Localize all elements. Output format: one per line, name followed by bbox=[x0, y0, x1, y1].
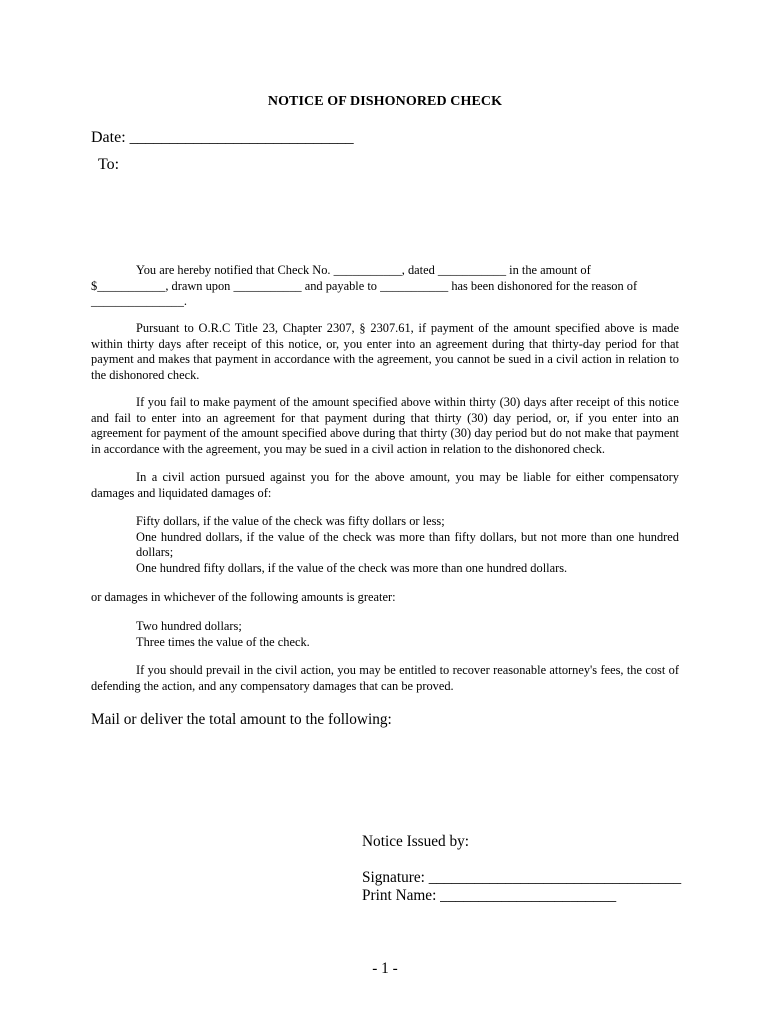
check-notification-paragraph bbox=[91, 263, 679, 310]
list-item: Fifty dollars, if the value of the check was fifty dollars or less; bbox=[136, 514, 445, 528]
print-name-field-line: Print Name: _______________________ bbox=[362, 887, 617, 904]
pursuant-paragraph: Pursuant to O.R.C Title 23, Chapter 2307, § 2307.61, if payment of the amount specified above is made within thirty days after receipt of this notice, or, you enter into an agreement during that thirty-day period for that payment and makes that payment in accordance with the agreement, you cannot be sued in a civil action in relation to the dishonored check. bbox=[91, 321, 679, 382]
date-field-line: Date: ____________________________ bbox=[91, 129, 354, 146]
liquidated-damages-list bbox=[136, 514, 679, 576]
check-notification-line-1: You are hereby notified that Check No. ___________, dated ___________ in the amount of bbox=[136, 263, 591, 277]
signature-block bbox=[362, 869, 681, 905]
fail-to-pay-paragraph: If you fail to make payment of the amount specified above within thirty (30) days after receipt of this notice and fail to enter into an agreement for that payment during that thirty (30) day period, or, if you enter into an agreement for payment of the amount specified above during that thirty (30) day period but do not make that payment in accordance with the agreement, you may be sued in a civil action in relation to the dishonored check. bbox=[91, 395, 679, 456]
notice-issued-label: Notice Issued by: bbox=[362, 833, 470, 850]
list-item: Two hundred dollars; bbox=[136, 619, 242, 633]
check-notification-line-3: _______________. bbox=[91, 294, 188, 308]
signature-field-line: Signature: _________________________________ bbox=[362, 869, 682, 886]
list-item: One hundred dollars, if the value of the check was more than fifty dollars, but not more than one hundred dollars; bbox=[136, 529, 679, 559]
mail-instruction: Mail or deliver the total amount to the following: bbox=[91, 711, 392, 728]
page-number: - 1 - bbox=[372, 960, 398, 977]
list-item: One hundred fifty dollars, if the value of the check was more than one hundred dollars. bbox=[136, 560, 568, 575]
civil-action-paragraph: In a civil action pursued against you for the above amount, you may be liable for either compensatory damages and liquidated damages of: bbox=[91, 470, 679, 500]
check-notification-line-2: $___________, drawn upon ___________ and payable to ___________ has been dishonored for the reason of bbox=[91, 278, 638, 293]
prevail-paragraph: If you should prevail in the civil action, you may be entitled to recover reasonable attorney's fees, the cost of defending the action, and any compensatory damages that can be proved. bbox=[91, 663, 679, 693]
document-title: NOTICE OF DISHONORED CHECK bbox=[267, 94, 503, 109]
to-label: To: bbox=[98, 156, 120, 173]
greater-amount-list bbox=[136, 619, 679, 650]
list-item: Three times the value of the check. bbox=[136, 634, 310, 649]
or-damages-line: or damages in whichever of the following amounts is greater: bbox=[91, 590, 396, 604]
